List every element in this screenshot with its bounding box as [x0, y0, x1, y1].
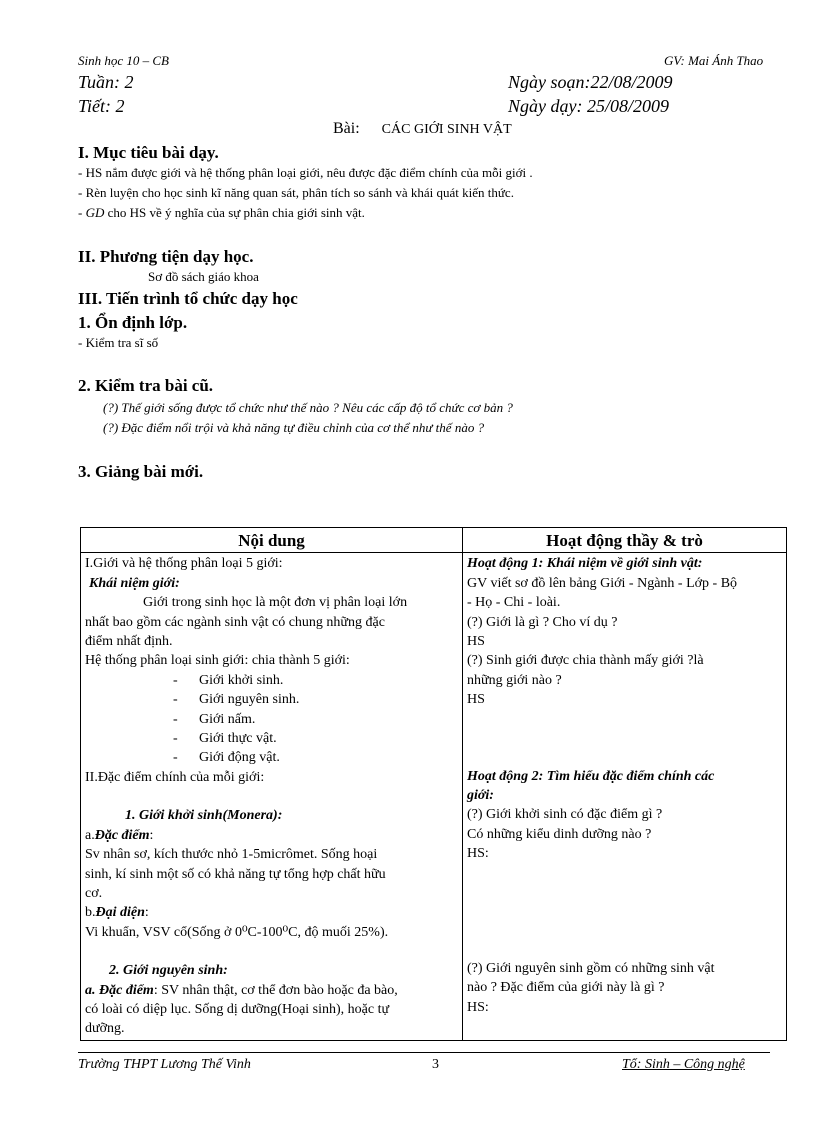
- footer-school: Trường THPT Lương Thế Vinh: [78, 1057, 251, 1072]
- lesson-label: Bài:: [333, 120, 360, 137]
- bullet: -: [173, 672, 178, 688]
- content-cell: [81, 553, 463, 1040]
- system-text: Hệ thống phân loại sinh giới: chia thành 5 giới:: [85, 653, 350, 669]
- protista-heading: 2. Giới nguyên sinh:: [109, 963, 228, 979]
- student-answer: HS: [467, 634, 485, 650]
- review-question: (?) Thế giới sống được tổ chức như thế nào ? Nêu các cấp độ tổ chức cơ bản ?: [103, 400, 513, 415]
- step-new-lesson-title: 3. Giảng bài mới.: [78, 462, 204, 481]
- footer-rule: [78, 1052, 770, 1053]
- label-text: a. Đặc điểm: [85, 982, 154, 998]
- kingdom-name: Giới khởi sinh.: [199, 672, 284, 688]
- prep-date: Ngày soạn:22/08/2009: [508, 72, 673, 92]
- objective-item: - HS nắm được giới và hệ thống phân loại giới, nêu được đặc điểm chính của mỗi giới .: [78, 165, 533, 180]
- section-materials-title: II. Phương tiện dạy học.: [78, 247, 254, 266]
- activity-2-heading: giới:: [467, 788, 494, 804]
- materials-text: Sơ đồ sách giáo khoa: [148, 269, 259, 284]
- activity-text: GV viết sơ đồ lên bảng Giới - Ngành - Lớp - Bộ: [467, 575, 738, 591]
- label-text: Đặc điểm: [94, 827, 150, 843]
- protista-feature-text: [85, 981, 458, 1000]
- monera-feature-label: [85, 826, 458, 845]
- monera-feature-text: cơ.: [85, 885, 103, 901]
- period-label: Tiết: 2: [78, 96, 125, 116]
- monera-example-label: [85, 903, 458, 922]
- kingdom-name: Giới nguyên sinh.: [199, 692, 300, 708]
- page-number: 3: [432, 1057, 439, 1072]
- kingdom-name: Giới nấm.: [199, 711, 256, 727]
- review-question: (?) Đặc điểm nổi trội và khả năng tự điều chỉnh của cơ thể như thế nào ?: [103, 420, 485, 435]
- label-suffix: :: [144, 905, 149, 921]
- lesson-heading: [333, 120, 512, 138]
- section-objectives-title: I. Mục tiêu bài dạy.: [78, 143, 219, 162]
- content-column-header: Nội dung: [81, 528, 463, 553]
- label-text: Đại diện: [95, 905, 145, 921]
- teacher-label: GV: Mai Ánh Thao: [664, 53, 764, 68]
- bullet: -: [173, 692, 178, 708]
- lesson-title: CÁC GIỚI SINH VẬT: [381, 122, 512, 137]
- kingdom-list-item: [85, 671, 458, 690]
- objective-abbr: GD: [85, 205, 105, 220]
- objective-text: cho HS về ý nghĩa của sự phân chia giới sinh vật.: [104, 205, 365, 220]
- kingdom-name: Giới động vật.: [199, 750, 280, 766]
- student-answer: HS:: [467, 999, 489, 1015]
- kingdom-system-heading: I.Giới và hệ thống phân loại 5 giới:: [85, 556, 283, 572]
- label-prefix: b.: [85, 905, 96, 921]
- lesson-table: [80, 527, 787, 1041]
- activity-2-heading: Hoạt động 2: Tìm hiểu đặc điểm chính các: [467, 768, 715, 784]
- concept-text: Giới trong sinh học là một đơn vị phân loại lớn: [143, 595, 408, 611]
- protista-feature-text: có loài có diệp lục. Sống dị dưỡng(Hoại sinh), hoặc tự: [85, 1001, 390, 1017]
- subject-label: Sinh học 10 – CB: [78, 53, 169, 68]
- activity-question: (?) Giới nguyên sinh gồm có những sinh vật: [467, 960, 715, 976]
- activity-column-header: Hoạt động thầy & trò: [463, 528, 787, 553]
- concept-text: điểm nhất định.: [85, 634, 173, 650]
- kingdom-list-item: [85, 729, 458, 748]
- monera-example-text: Vi khuẩn, VSV cổ(Sống ở 0⁰C-100⁰C, độ muối 25%).: [85, 924, 389, 940]
- monera-feature-text: sinh, kí sinh một số có khả năng tự tổng hợp chất hữu: [85, 866, 386, 882]
- kingdom-list-item: [85, 710, 458, 729]
- characteristics-heading: II.Đặc điểm chính của mỗi giới:: [85, 769, 265, 785]
- kingdom-list-item: [85, 748, 458, 767]
- activity-question: nào ? Đặc điểm của giới này là gì ?: [467, 980, 665, 996]
- week-label: Tuần: 2: [78, 72, 134, 92]
- monera-feature-text: Sv nhân sơ, kích thước nhỏ 1-5micrômet. Sống hoại: [85, 847, 378, 863]
- footer-dept: Tổ: Sinh – Công nghệ: [622, 1057, 745, 1072]
- label-prefix: a.: [85, 827, 95, 843]
- concept-text: nhất bao gồm các ngành sinh vật có chung những đặc: [85, 614, 385, 630]
- activity-cell: [463, 553, 787, 1040]
- student-answer: HS: [467, 692, 485, 708]
- student-answer: HS:: [467, 846, 489, 862]
- objective-item: - Rèn luyện cho học sinh kĩ năng quan sát, phân tích so sánh và khái quát kiến thức.: [78, 185, 514, 200]
- objective-item: [78, 205, 365, 221]
- concept-heading: Khái niệm giới:: [89, 575, 180, 591]
- label-suffix: :: [149, 827, 154, 843]
- objective-prefix: -: [78, 205, 86, 220]
- step-class-text: - Kiểm tra sĩ số: [78, 335, 159, 350]
- feature-text: : SV nhân thật, cơ thể đơn bào hoặc đa bào,: [153, 982, 398, 998]
- activity-question: (?) Giới khởi sinh có đặc điểm gì ?: [467, 807, 663, 823]
- activity-text: - Họ - Chi - loài.: [467, 595, 561, 611]
- activity-question: (?) Sinh giới được chia thành mấy giới ?là: [467, 653, 704, 669]
- activity-question: những giới nào ?: [467, 672, 562, 688]
- monera-heading: 1. Giới khởi sinh(Monera):: [125, 808, 283, 824]
- activity-question: (?) Giới là gì ? Cho ví dụ ?: [467, 614, 618, 630]
- kingdom-name: Giới thực vật.: [199, 731, 277, 747]
- activity-1-heading: Hoạt động 1: Khái niệm về giới sinh vật:: [467, 556, 703, 572]
- bullet: -: [173, 711, 178, 727]
- section-process-title: III. Tiến trình tổ chức dạy học: [78, 289, 298, 308]
- kingdom-list-item: [85, 690, 458, 709]
- activity-question: Có những kiểu dinh dưỡng nào ?: [467, 826, 652, 842]
- teach-date: Ngày dạy: 25/08/2009: [508, 96, 669, 116]
- protista-feature-text: dưỡng.: [85, 1021, 125, 1037]
- step-class-title: 1. Ổn định lớp.: [78, 313, 188, 332]
- step-review-title: 2. Kiểm tra bài cũ.: [78, 376, 214, 395]
- bullet: -: [173, 750, 178, 766]
- bullet: -: [173, 731, 178, 747]
